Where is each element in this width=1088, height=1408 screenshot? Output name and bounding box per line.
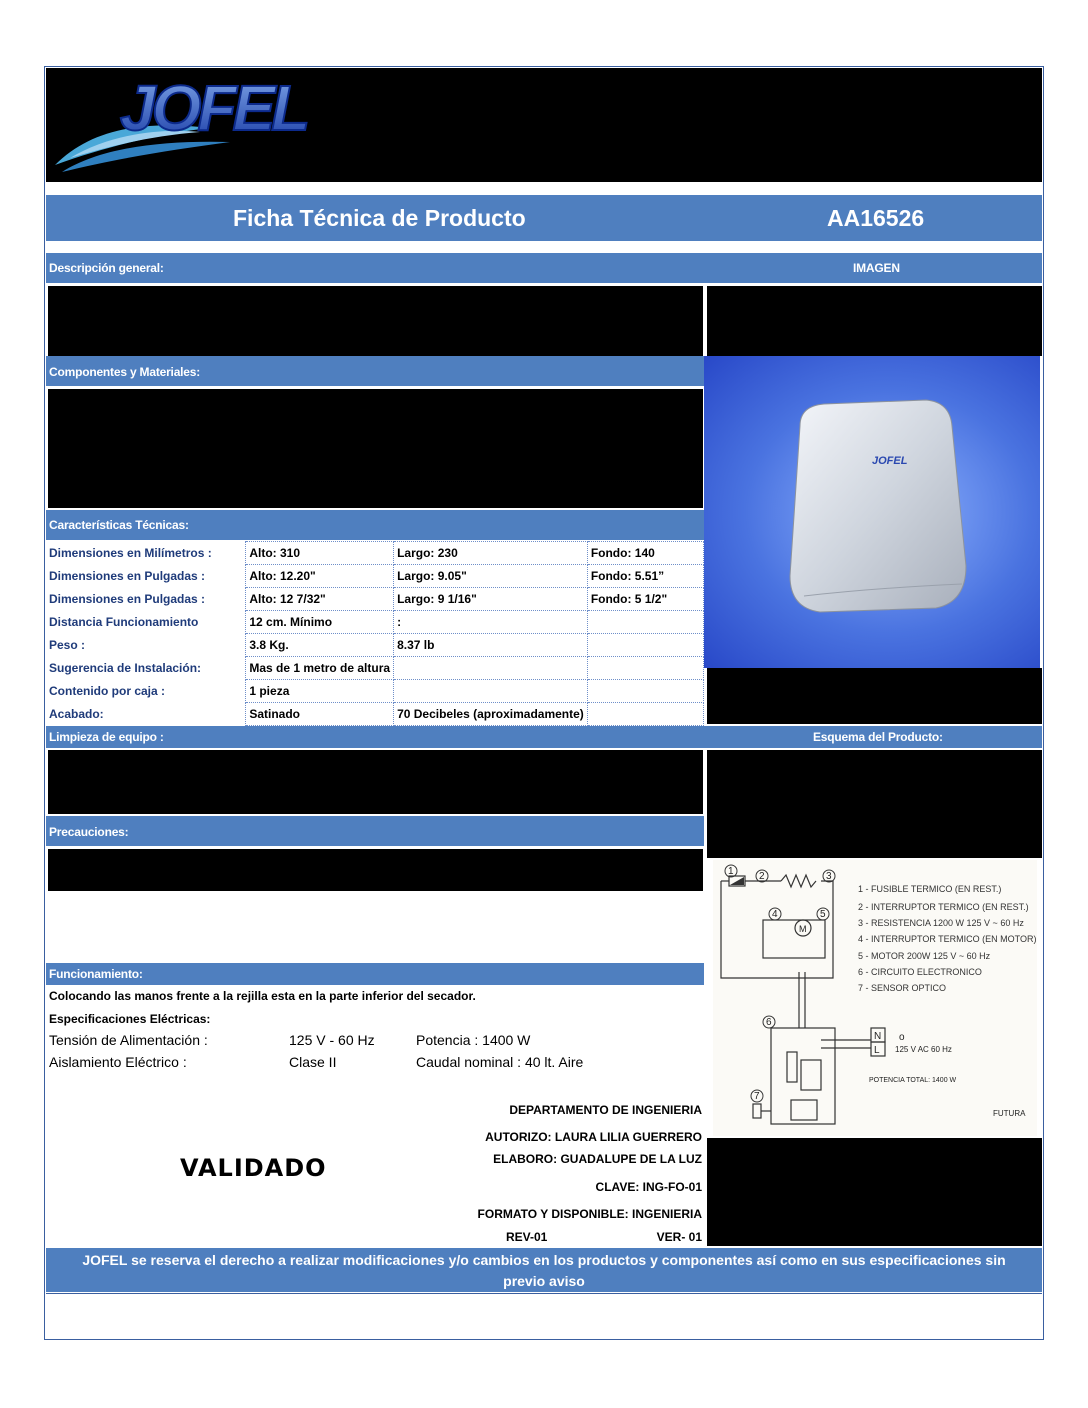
- elec-row-1-label: Tensión de Alimentación :: [49, 1032, 208, 1048]
- spec-cell: [587, 703, 703, 726]
- product-image: [704, 356, 1040, 668]
- elec-row-2-value: Clase II: [289, 1054, 337, 1070]
- funcionamiento-text: Colocando las manos frente a la rejilla esta en la parte inferior del secador.: [49, 989, 476, 1003]
- svg-text:JOFEL: JOFEL: [872, 455, 908, 467]
- spec-cell: Fondo: 5 1/2": [587, 588, 703, 611]
- svg-text:7 - SENSOR OPTICO: 7 - SENSOR OPTICO: [858, 983, 947, 993]
- spec-cell: 70 Decibeles (aproximadamente): [394, 703, 588, 726]
- elec-row-2-extra: Caudal nominal : 40 lt. Aire: [416, 1054, 584, 1070]
- spec-cell: [587, 611, 703, 634]
- funcionamiento-header: [46, 963, 704, 985]
- specs-table: [46, 541, 704, 726]
- precauciones-label: Precauciones:: [49, 825, 129, 839]
- ver-line: VER- 01: [656, 1230, 702, 1244]
- svg-text:3 - RESISTENCIA 1200 W 125 V: 3 - RESISTENCIA 1200 W 125 V ~ 60 Hz: [858, 918, 1024, 928]
- spec-label: Dimensiones en Pulgadas :: [46, 565, 246, 588]
- svg-text:L: L: [874, 1045, 880, 1056]
- spec-cell: Largo: 9.05": [394, 565, 588, 588]
- format-line: FORMATO Y DISPONIBLE: INGENIERIA: [477, 1207, 702, 1221]
- svg-text:4: 4: [772, 909, 778, 920]
- authorized-line: AUTORIZO: LAURA LILIA GUERRERO: [485, 1130, 702, 1144]
- svg-text:N: N: [874, 1031, 882, 1042]
- spec-cell: Fondo: 140: [587, 542, 703, 565]
- spec-row: [46, 657, 704, 680]
- spec-cell: 3.8 Kg.: [246, 634, 394, 657]
- spec-cell: Largo: 230: [394, 542, 588, 565]
- spec-cell: Alto: 12.20": [246, 565, 394, 588]
- product-code: AA16526: [827, 205, 925, 231]
- spec-cell: 12 cm. Mínimo: [246, 611, 394, 634]
- spec-cell: [587, 680, 703, 703]
- schematic-bottom-fill: [707, 1138, 1042, 1246]
- svg-text:o: o: [899, 1032, 905, 1043]
- descripcion-label: Descripción general:: [49, 261, 164, 275]
- schematic-top-fill: [707, 750, 1042, 858]
- jofel-logo: [50, 70, 350, 180]
- spec-cell: [394, 680, 588, 703]
- spec-row: [46, 634, 704, 657]
- svg-text:5: 5: [820, 909, 826, 920]
- spec-cell: 8.37 lb: [394, 634, 588, 657]
- spec-cell: [587, 634, 703, 657]
- svg-text:7: 7: [754, 1091, 760, 1102]
- svg-text:1: 1: [728, 866, 734, 877]
- svg-text:3: 3: [826, 871, 832, 882]
- spec-cell: Alto: 12 7/32": [246, 588, 394, 611]
- image-top-fill: [707, 286, 1042, 356]
- svg-text:2 - INTERRUPTOR TERMICO (EN RE: 2 - INTERRUPTOR TERMICO (EN REST.): [858, 902, 1029, 912]
- spec-row: [46, 565, 704, 588]
- svg-text:M: M: [799, 924, 807, 934]
- svg-text:5 - MOTOR 200W 125 V ~ 60 Hz: 5 - MOTOR 200W 125 V ~ 60 Hz: [858, 951, 991, 961]
- descripcion-content: [48, 286, 703, 356]
- elec-row-1-value: 125 V - 60 Hz: [289, 1032, 375, 1048]
- spec-label: Peso :: [46, 634, 246, 657]
- imagen-label: IMAGEN: [853, 261, 900, 275]
- caracteristicas-label: Características Técnicas:: [49, 518, 189, 532]
- image-bottom-fill: [707, 668, 1042, 724]
- prepared-line: ELABORO: GUADALUPE DE LA LUZ: [493, 1152, 702, 1166]
- spec-cell: Mas de 1 metro de altura: [246, 657, 394, 680]
- dept-line: DEPARTAMENTO DE INGENIERIA: [509, 1103, 702, 1117]
- limpieza-label: Limpieza de equipo :: [49, 730, 164, 744]
- rev-line: REV-01: [506, 1230, 548, 1244]
- footer-note: JOFEL se reserva el derecho a realizar modificaciones y/o cambios en los productos y componentes así como en sus especificaciones sin previo aviso: [82, 1252, 1006, 1289]
- page-title: Ficha Técnica de Producto: [233, 205, 526, 231]
- spec-cell: Fondo: 5.51”: [587, 565, 703, 588]
- elec-row-1-extra: Potencia : 1400 W: [416, 1032, 531, 1048]
- limpieza-content: [48, 750, 703, 814]
- spec-row: [46, 703, 704, 726]
- validado-stamp: VALIDADO: [180, 1154, 327, 1182]
- spec-row: [46, 680, 704, 703]
- spec-row: [46, 542, 704, 565]
- componentes-content: [48, 389, 703, 508]
- esquema-label: Esquema del Producto:: [813, 730, 943, 744]
- svg-text:6: 6: [766, 1017, 772, 1028]
- spec-cell: Satinado: [246, 703, 394, 726]
- spec-label: Dimensiones en Pulgadas :: [46, 588, 246, 611]
- spec-cell: :: [394, 611, 588, 634]
- electrical-schematic: [713, 860, 1037, 1136]
- spec-cell: 1 pieza: [246, 680, 394, 703]
- spec-cell: [394, 657, 588, 680]
- svg-text:FUTURA: FUTURA: [993, 1109, 1026, 1118]
- svg-text:POTENCIA TOTAL: 1400 W: POTENCIA TOTAL: 1400 W: [869, 1077, 957, 1084]
- componentes-label: Componentes y Materiales:: [49, 365, 201, 379]
- spec-row: [46, 611, 704, 634]
- elec-row-2-label: Aislamiento Eléctrico :: [49, 1054, 187, 1070]
- elec-specs-title: Especificaciones Eléctricas:: [49, 1012, 211, 1026]
- precauciones-header: [46, 816, 704, 846]
- spec-label: Dimensiones en Milímetros :: [46, 542, 246, 565]
- spec-label: Contenido por caja :: [46, 680, 246, 703]
- spec-label: Distancia Funcionamiento: [46, 611, 246, 634]
- spec-row: [46, 588, 704, 611]
- svg-text:1 - FUSIBLE TERMICO (EN REST.): 1 - FUSIBLE TERMICO (EN REST.): [858, 884, 1002, 894]
- spec-cell: [587, 657, 703, 680]
- footer-blank: [46, 1293, 1042, 1339]
- funcionamiento-label: Funcionamiento:: [49, 967, 143, 981]
- spec-cell: Largo: 9 1/16": [394, 588, 588, 611]
- spec-cell: Alto: 310: [246, 542, 394, 565]
- svg-text:125 V AC 60 Hz: 125 V AC 60 Hz: [895, 1045, 952, 1054]
- key-line: CLAVE: ING-FO-01: [595, 1180, 702, 1194]
- svg-text:2: 2: [759, 871, 765, 882]
- svg-text:JOFEL: JOFEL: [120, 72, 307, 144]
- spec-label: Acabado:: [46, 703, 246, 726]
- svg-text:6 - CIRCUITO ELECTRONICO: 6 - CIRCUITO ELECTRONICO: [858, 967, 982, 977]
- svg-text:4 - INTERRUPTOR TERMICO (EN MO: 4 - INTERRUPTOR TERMICO (EN MOTOR): [858, 934, 1037, 944]
- precauciones-content: [48, 849, 703, 891]
- spec-label: Sugerencia de Instalación:: [46, 657, 246, 680]
